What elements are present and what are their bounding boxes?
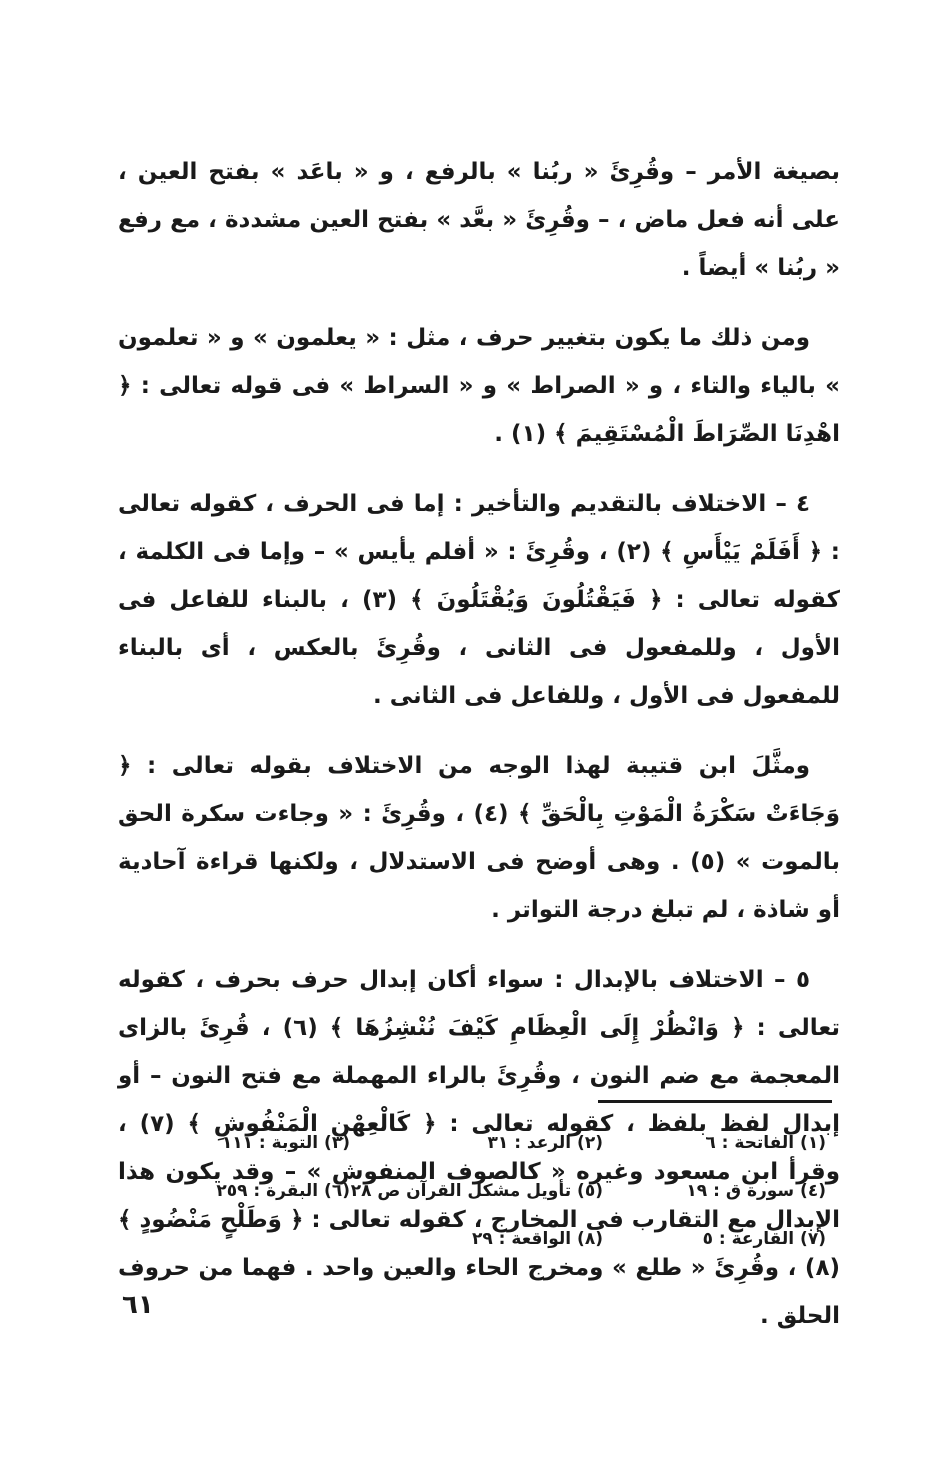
paragraph-3: ٤ – الاختلاف بالتقديم والتأخير : إما فى الحرف ، كقوله تعالى : ﴿ أَفَلَمْ يَيْأَسِ ﴾ (٢) ، وقُرِئَ : « أفلم يأيس » – وإما فى الكلمة ، كقوله تعالى : ﴿ فَيَقْتُلُونَ وَيُقْتَلُونَ ﴾ (٣) ، بالبناء للفاعل فى الأول ، وللمفعول فى الثانى ، وقُرِئَ بالعكس ، أى بالبناء للمفعول فى الأول ، وللفاعل فى الثانى . — [118, 491, 840, 709]
footnote-6: (٦) البقرة : ٢٥٩ — [216, 1181, 350, 1201]
footnote-7: (٧) القارعة : ٥ — [702, 1229, 826, 1249]
footnote-4: (٤) سورة ق : ١٩ — [686, 1181, 826, 1201]
footnote-empty — [130, 1224, 350, 1272]
footnote-row — [130, 1224, 826, 1272]
footnote-8: (٨) الواقعة : ٢٩ — [472, 1229, 603, 1249]
footnote-2: (٢) الرعد : ٣١ — [487, 1133, 603, 1153]
paragraph-5: ٥ – الاختلاف بالإبدال : سواء أكان إبدال حرف بحرف ، كقوله تعالى : ﴿ وَانْظُرْ إِلَى الْعِظَامِ كَيْفَ نُنْشِزُهَا ﴾ (٦) ، قُرِئَ بالزاى المعجمة مع ضم النون ، وقُرِئَ بالراء المهملة مع فتح النون – أو إبدال لفظ بلفظ ، كقوله تعالى : ﴿ كَالْعِهْنِ الْمَنْفُوشِ ﴾ (٧) ، وقرأ ابن مسعود وغيره « كالصوف المنفوش » – وقد يكون هذا الإبدال مع التقارب فى المخارج ، كقوله تعالى : ﴿ وَطَلْحٍ مَنْضُودٍ ﴾ (٨) ، وقُرِئَ « طلع » ومخرج الحاء والعين واحد . فهما من حروف الحلق . — [118, 967, 841, 1329]
footnote-row — [130, 1128, 826, 1176]
footnote-row — [130, 1176, 826, 1224]
footnotes — [130, 1128, 826, 1272]
footnote-5: (٥) تأويل مشكل القرآن ص ٢٨ — [350, 1181, 603, 1201]
paragraph-4: ومثَّلَ ابن قتيبة لهذا الوجه من الاختلاف بقوله تعالى : ﴿ وَجَاءَتْ سَكْرَةُ الْمَوْتِ بِالْحَقِّ ﴾ (٤) ، وقُرِئَ : « وجاءت سكرة الحق بالموت » (٥) . وهى أوضح فى الاستدلال ، ولكنها قراءة آحادية أو شاذة ، لم تبلغ درجة التواتر . — [118, 753, 840, 923]
paragraph-1: بصيغة الأمر – وقُرِئَ « ربُنا » بالرفع ، و « باعَد » بفتح العين ، على أنه فعل ماض ، – وقُرِئَ « بعَّد » بفتح العين مشددة ، مع رفع « ربُنا » أيضاً . — [118, 159, 840, 281]
footnote-3: (٣) التوبة : ١١١ — [221, 1133, 350, 1153]
footnote-divider — [598, 1100, 832, 1103]
footnote-1: (١) الفاتحة : ٦ — [705, 1133, 826, 1153]
page-number: ٦١ — [122, 1290, 154, 1320]
paragraph-2: ومن ذلك ما يكون بتغيير حرف ، مثل : « يعلمون » و « تعلمون » بالياء والتاء ، و « الصراط » و « السراط » فى قوله تعالى : ﴿ اهْدِنَا الصِّرَاطَ الْمُسْتَقِيمَ ﴾ (١) . — [118, 325, 840, 447]
